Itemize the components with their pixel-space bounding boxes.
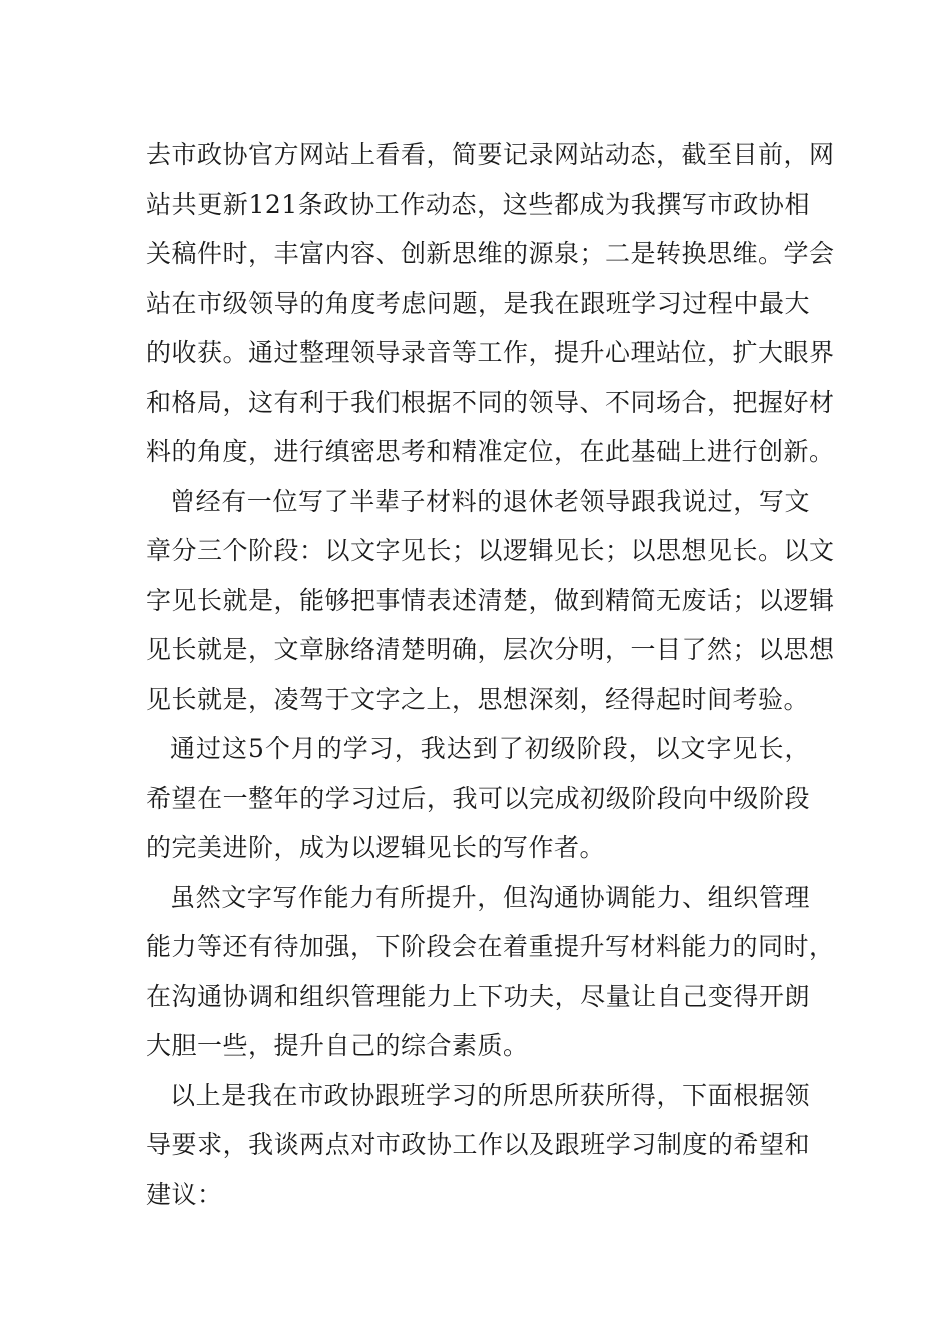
paragraph-line: 曾经有一位写了半辈子材料的退休老领导跟我说过，写文 bbox=[170, 486, 810, 516]
paragraph-line: 的收获。通过整理领导录音等工作，提升心理站位，扩大眼界 bbox=[146, 338, 835, 367]
paragraph-line: 章分三个阶段：以文字见长；以逻辑见长；以思想见长。以文 bbox=[146, 536, 835, 565]
document-body bbox=[146, 130, 835, 1219]
paragraph-line: 关稿件时，丰富内容、创新思维的源泉；二是转换思维。学会 bbox=[146, 239, 835, 268]
paragraph-line: 的完美进阶，成为以逻辑见长的写作者。 bbox=[146, 833, 606, 862]
paragraph-line: 站在市级领导的角度考虑问题，是我在跟班学习过程中最大 bbox=[146, 288, 810, 318]
paragraph-line: 和格局，这有利于我们根据不同的领导、不同场合，把握好材 bbox=[146, 387, 835, 417]
paragraph-line: 通过这5个月的学习，我达到了初级阶段，以文字见长， bbox=[170, 734, 810, 763]
paragraph-line: 字见长就是，能够把事情表述清楚，做到精简无废话；以逻辑 bbox=[146, 585, 835, 615]
paragraph-line: 建议： bbox=[146, 1179, 223, 1209]
paragraph-line: 料的角度，进行缜密思考和精准定位，在此基础上进行创新。 bbox=[146, 437, 835, 466]
paragraph-line: 能力等还有待加强，下阶段会在着重提升写材料能力的同时， bbox=[146, 932, 835, 961]
paragraph-line: 在沟通协调和组织管理能力上下功夫，尽量让自己变得开朗 bbox=[146, 981, 810, 1011]
paragraph-line: 以上是我在市政协跟班学习的所思所获所得，下面根据领 bbox=[170, 1080, 810, 1110]
paragraph-line: 站共更新121条政协工作动态，这些都成为我撰写市政协相 bbox=[146, 189, 810, 219]
paragraph-line: 希望在一整年的学习过后，我可以完成初级阶段向中级阶段 bbox=[146, 783, 810, 813]
paragraph-line: 见长就是，文章脉络清楚明确，层次分明，一目了然；以思想 bbox=[146, 635, 835, 664]
paragraph-line: 虽然文字写作能力有所提升，但沟通协调能力、组织管理 bbox=[170, 882, 810, 912]
paragraph-line: 导要求，我谈两点对市政协工作以及跟班学习制度的希望和 bbox=[146, 1130, 810, 1159]
paragraph-line: 去市政协官方网站上看看，简要记录网站动态，截至目前，网 bbox=[146, 140, 835, 169]
paragraph-line: 见长就是，凌驾于文字之上，思想深刻，经得起时间考验。 bbox=[146, 684, 810, 714]
paragraph-line: 大胆一些，提升自己的综合素质。 bbox=[146, 1031, 529, 1060]
